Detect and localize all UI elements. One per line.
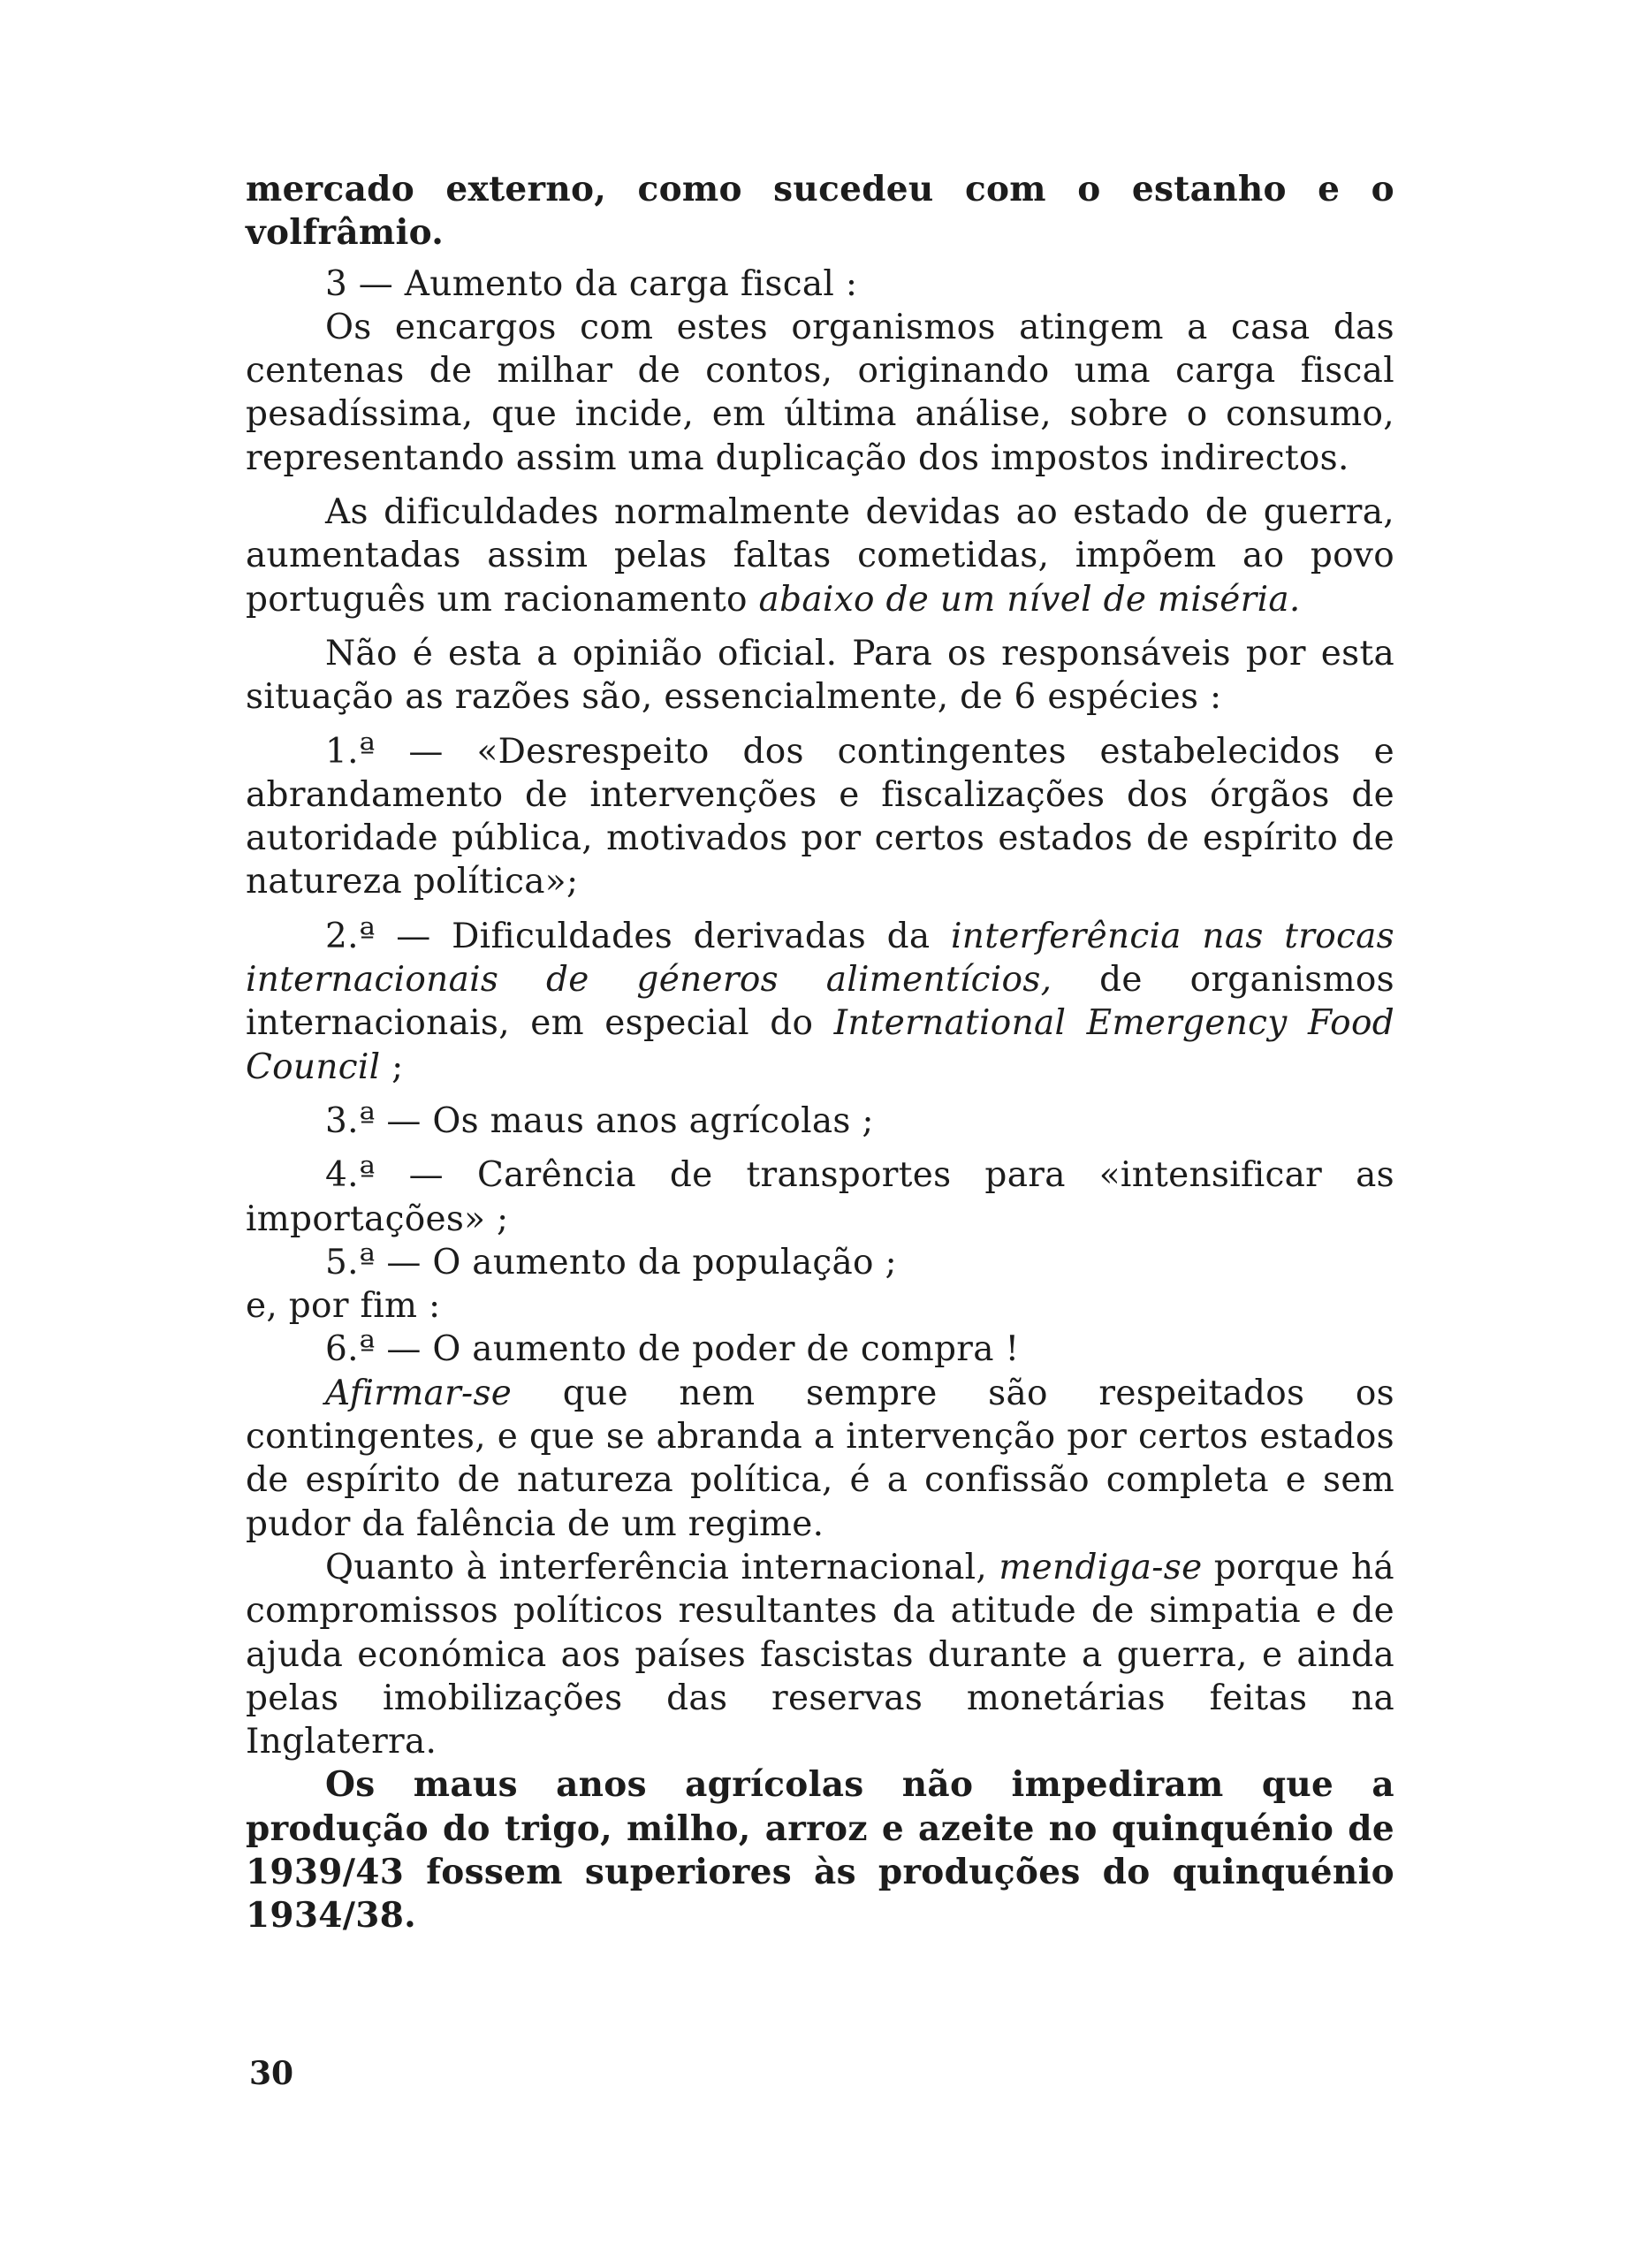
list-item-6 — [246, 1328, 1394, 1371]
paragraph-text: Quanto à interferência internacional, — [325, 1547, 999, 1587]
paragraph-text: Não é esta a opinião oficial. Para os responsáveis por esta situação as razões são, essencialmente, de 6 espécies : — [246, 633, 1394, 718]
page-body — [246, 168, 1394, 1938]
paragraph-emphasis: Afirmar-se — [325, 1373, 513, 1413]
paragraph-emphasis: abaixo de um nível de miséria. — [758, 579, 1301, 620]
paragraph-continuation — [246, 168, 1394, 255]
list-item-1 — [246, 730, 1394, 904]
paragraph-text: de organismos internacionais, em especial do — [246, 960, 1394, 1044]
paragraph-text: 2.ª — Dificuldades derivadas da — [325, 916, 952, 956]
paragraph-por-fim — [246, 1284, 1394, 1328]
paragraph-text: 3 — Aumento da carga fiscal : — [325, 263, 858, 304]
paragraph-text: porque há compromissos políticos resultantes da atitude de simpatia e de ajuda económica aos países fascistas durante a guerra, e ainda pelas imobilizações das reservas monetárias feitas na Inglaterra. — [246, 1547, 1394, 1762]
paragraph-opiniao-oficial — [246, 632, 1394, 719]
paragraph-text: As dificuldades normalmente devidas ao estado de guerra, aumentadas assim pelas faltas cometidas, impõem ao povo português um racionamento — [246, 492, 1394, 620]
paragraph-text: mercado externo, como sucedeu com o estanho e o volfrâmio. — [246, 169, 1394, 254]
paragraph-text: 1.ª — «Desrespeito dos contingentes estabelecidos e abrandamento de intervenções e fiscalizações dos órgãos de autoridade pública, motivados por certos estados de espírito de natureza política»; — [246, 731, 1394, 902]
list-item-4 — [246, 1153, 1394, 1241]
list-item-5 — [246, 1241, 1394, 1284]
paragraph-text: 6.ª — O aumento de poder de compra ! — [325, 1329, 1020, 1370]
paragraph-maus-anos — [246, 1763, 1394, 1937]
paragraph-text: ; — [380, 1046, 404, 1087]
paragraph-afirmar — [246, 1372, 1394, 1546]
section-heading-fiscal — [246, 263, 1394, 306]
paragraph-emphasis: International Emergency Food Council — [246, 1003, 1395, 1087]
paragraph-emphasis: interferência nas trocas internacionais de géneros alimentícios, — [246, 916, 1394, 1001]
list-item-3 — [246, 1100, 1394, 1143]
list-item-2 — [246, 915, 1394, 1089]
paragraph-encargos — [246, 306, 1394, 480]
paragraph-emphasis: mendiga-se — [999, 1547, 1203, 1587]
paragraph-text: que nem sempre são respeitados os contingentes, e que se abranda a intervenção por certos estados de espírito de natureza política, é a confissão completa e sem pudor da falência de um regime. — [246, 1373, 1394, 1544]
paragraph-text: 4.ª — Carência de transportes para «intensificar as importações» ; — [246, 1155, 1394, 1239]
paragraph-text: Os encargos com estes organismos atingem a casa das centenas de milhar de contos, originando uma carga fiscal pesadíssima, que incide, em última análise, sobre o consumo, representando assim uma duplicação dos impostos indirectos. — [246, 307, 1394, 478]
paragraph-interferencia — [246, 1546, 1394, 1763]
paragraph-text: 5.ª — O aumento da população ; — [325, 1242, 897, 1282]
paragraph-text: Os maus anos agrícolas não impediram que a produção do trigo, milho, arroz e azeite no quinquénio de 1939/43 fossem superiores às produções do quinquénio 1934/38. — [246, 1764, 1394, 1937]
page-number: 30 — [249, 2055, 294, 2092]
paragraph-text: e, por fim : — [246, 1286, 441, 1327]
paragraph-dificuldades — [246, 491, 1394, 621]
paragraph-text: 3.ª — Os maus anos agrícolas ; — [325, 1100, 874, 1141]
